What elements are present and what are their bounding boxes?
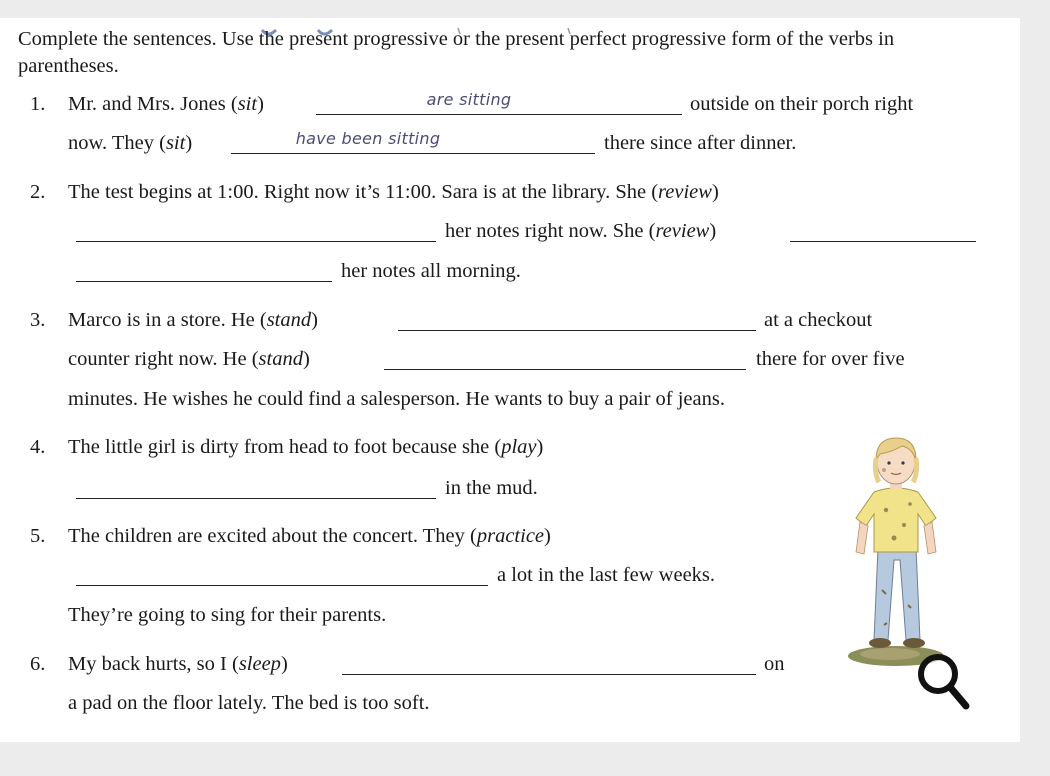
item-number: 4. (30, 436, 46, 458)
item-text: The children are excited about the concert. They (practice) (68, 525, 551, 547)
item-text: there for over five (756, 348, 905, 370)
item-text: My back hurts, so I (sleep) (68, 653, 288, 675)
item-text: at a checkout (764, 309, 873, 331)
item-text: her notes all morning. (341, 260, 521, 282)
answer-blank-3a[interactable] (398, 306, 756, 331)
item-number: 2. (30, 181, 46, 203)
worksheet-page (0, 18, 1020, 742)
item-text: in the mud. (445, 477, 538, 499)
item-number: 6. (30, 653, 46, 675)
item-text: her notes right now. She (review) (445, 220, 717, 242)
item-text: outside on their porch right (690, 93, 914, 115)
answer-blank-2b-cont[interactable] (76, 257, 332, 282)
item-number: 3. (30, 309, 46, 331)
item-text: on (764, 653, 785, 675)
magnifier-icon[interactable] (912, 648, 974, 718)
item-number: 1. (30, 93, 46, 115)
handwritten-answer: have been sitting (295, 129, 441, 148)
girl-in-muddy-clothes-illustration (846, 430, 946, 670)
item-text: minutes. He wishes he could find a salesperson. He wants to buy a pair of jeans. (68, 388, 725, 410)
answer-blank-3b[interactable] (384, 345, 746, 370)
item-text: The test begins at 1:00. Right now it’s 11:00. Sara is at the library. She (review) (68, 181, 719, 203)
answer-blank-2a[interactable] (76, 217, 436, 242)
item-text: there since after dinner. (604, 132, 797, 154)
handwritten-answer: are sitting (426, 90, 512, 109)
item-text: a pad on the floor lately. The bed is too soft. (68, 692, 430, 714)
item-text: Marco is in a store. He (stand) (68, 309, 318, 331)
item-text: counter right now. He (stand) (68, 348, 310, 370)
answer-blank-1b[interactable] (231, 129, 595, 154)
answer-blank-6[interactable] (342, 650, 756, 675)
answer-blank-1a[interactable] (316, 90, 682, 115)
item-text: a lot in the last few weeks. (497, 564, 716, 586)
answer-blank-4[interactable] (76, 474, 436, 499)
answer-blank-2b[interactable] (790, 217, 976, 242)
instructions: Complete the sentences. Use the present progressive or the present perfect progressive form of the verbs in parentheses. (18, 28, 895, 77)
answer-blank-5[interactable] (76, 561, 488, 586)
item-text: They’re going to sing for their parents. (68, 604, 387, 626)
item-text: now. They (sit) (68, 132, 193, 154)
item-number: 5. (30, 525, 46, 547)
item-text: Mr. and Mrs. Jones (sit) (68, 93, 264, 115)
item-text: The little girl is dirty from head to foot because she (play) (68, 436, 544, 458)
